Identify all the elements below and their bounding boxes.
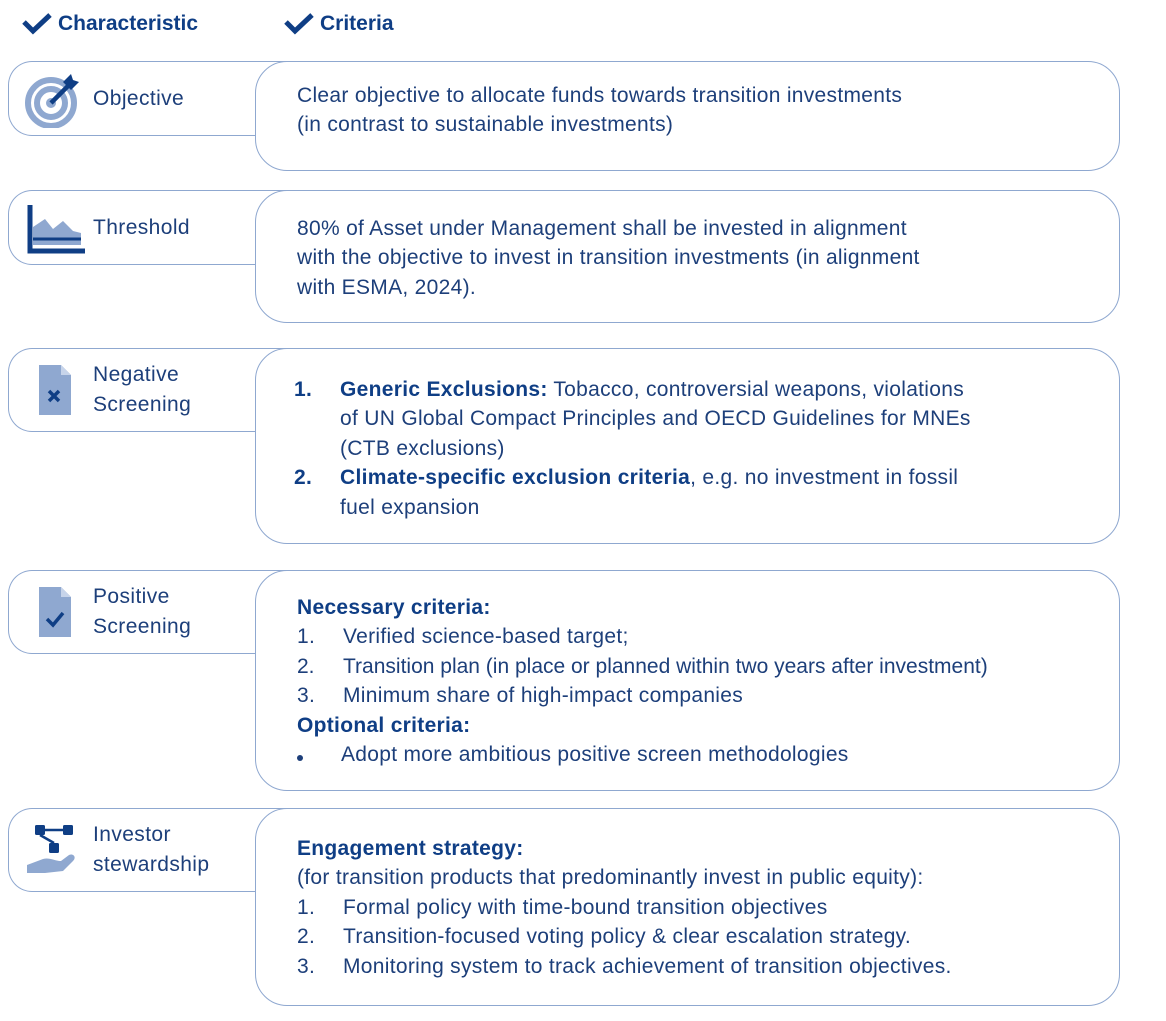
label-line: Investor xyxy=(93,823,171,846)
item-bold: Climate-specific exclusion criteria xyxy=(340,466,691,490)
header-characteristic-label: Characteristic xyxy=(58,12,199,35)
item-text: Verified science-based target; xyxy=(343,625,629,649)
header-criteria xyxy=(284,12,394,36)
list-item xyxy=(297,740,1109,769)
area-chart-icon xyxy=(27,199,85,257)
label-line: Negative xyxy=(93,363,180,386)
item-text: Tobacco, controversial weapons, violations xyxy=(547,378,965,401)
hand-network-icon xyxy=(25,821,83,879)
optional-title: Optional criteria: xyxy=(297,713,471,737)
necessary-title: Necessary criteria: xyxy=(297,596,491,619)
bullet-icon xyxy=(297,755,303,761)
checkmark-icon xyxy=(22,13,52,35)
list-item xyxy=(294,463,1099,522)
label-line: Positive xyxy=(93,585,170,608)
item-number: 1. xyxy=(294,378,313,401)
criteria-text-line: 80% of Asset under Management shall be invested in alignment xyxy=(297,217,907,240)
criteria-positive-screening xyxy=(255,570,1120,791)
header-criteria-label: Criteria xyxy=(320,12,394,35)
engagement-title: Engagement strategy: xyxy=(297,837,524,860)
item-text: Monitoring system to track achievement of transition objectives. xyxy=(343,954,952,978)
criteria-investor-stewardship xyxy=(255,808,1120,1006)
criteria-text-line: with ESMA, 2024). xyxy=(297,275,477,299)
item-text: Transition-focused voting policy & clear escalation strategy. xyxy=(343,925,912,949)
item-text: Transition plan (in place or planned within two years after investment) xyxy=(343,654,988,678)
criteria-text-line: (in contrast to sustainable investments) xyxy=(297,113,674,137)
header-characteristic xyxy=(22,12,198,36)
item-text: Adopt more ambitious positive screen methodologies xyxy=(341,743,849,767)
item-number: 2. xyxy=(294,466,313,490)
label-line: Screening xyxy=(93,393,192,416)
characteristic-label xyxy=(93,820,209,880)
item-text: Formal policy with time-bound transition objectives xyxy=(343,895,828,919)
target-icon xyxy=(25,70,83,128)
label-line: Screening xyxy=(93,615,192,638)
engagement-list xyxy=(297,893,1099,981)
item-number: 3. xyxy=(297,954,316,978)
item-text: of UN Global Compact Principles and OECD Guidelines for MNEs xyxy=(340,407,971,431)
criteria-negative-screening xyxy=(255,348,1120,544)
item-bold: Generic Exclusions: xyxy=(340,378,548,401)
criteria-threshold xyxy=(255,190,1120,323)
characteristic-label: Threshold xyxy=(93,215,190,239)
item-number: 3. xyxy=(297,684,316,708)
exclusion-list xyxy=(294,375,1099,522)
criteria-text-line: with the objective to invest in transition investments (in alignment xyxy=(297,246,920,270)
item-text: (CTB exclusions) xyxy=(340,436,505,460)
list-item xyxy=(297,922,1099,951)
engagement-subtitle: (for transition products that predominantly invest in public equity): xyxy=(297,866,924,890)
item-text: , e.g. no investment in fossil xyxy=(690,466,959,490)
characteristic-label xyxy=(93,360,191,420)
item-text: fuel expansion xyxy=(340,495,480,519)
criteria-objective xyxy=(255,61,1120,171)
list-item xyxy=(297,893,1099,922)
criteria-text-line: Clear objective to allocate funds towards transition investments xyxy=(297,84,903,107)
item-number: 1. xyxy=(297,625,316,649)
item-number: 2. xyxy=(297,925,316,949)
document-check-icon xyxy=(25,583,83,641)
checkmark-icon xyxy=(284,13,314,35)
necessary-list xyxy=(297,622,1109,710)
characteristic-label: Objective xyxy=(93,86,185,110)
item-number: 2. xyxy=(297,654,315,678)
characteristic-label xyxy=(93,582,191,642)
document-x-icon xyxy=(25,361,83,419)
list-item xyxy=(297,652,1109,681)
list-item xyxy=(297,952,1099,981)
label-line: stewardship xyxy=(93,853,210,876)
list-item xyxy=(297,622,1109,651)
item-text: Minimum share of high-impact companies xyxy=(343,684,744,708)
list-item xyxy=(297,681,1109,710)
list-item xyxy=(294,375,1099,463)
item-number: 1. xyxy=(297,895,316,919)
